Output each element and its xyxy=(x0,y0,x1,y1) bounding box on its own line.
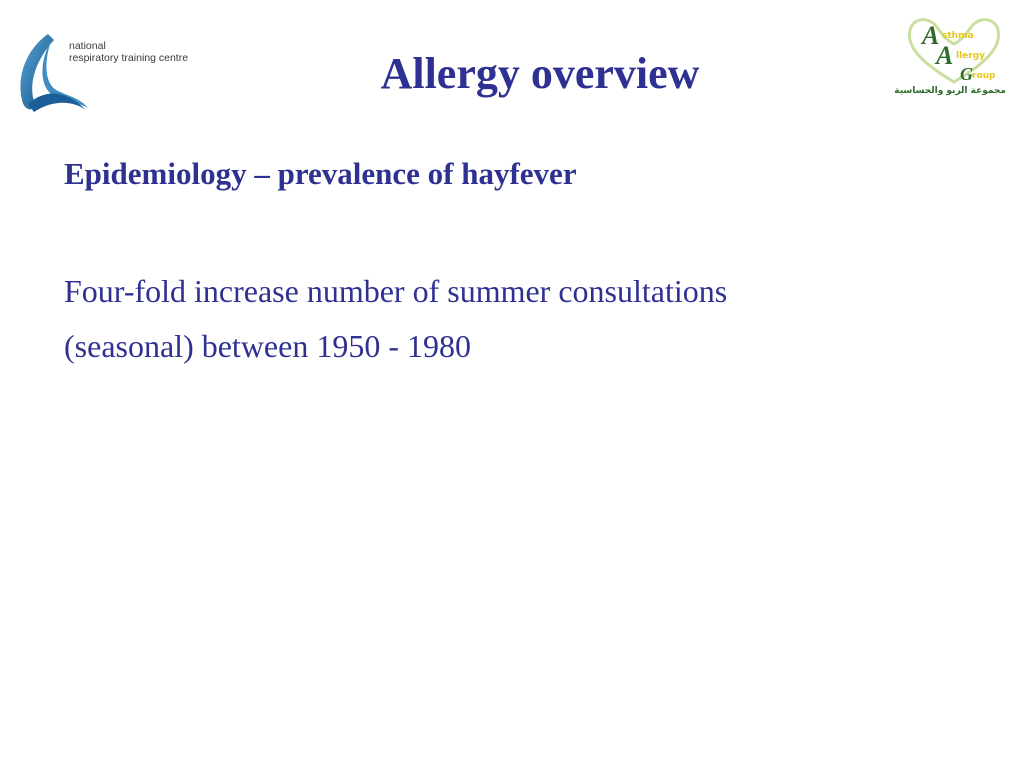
body-line: (seasonal) between 1950 - 1980 xyxy=(64,328,471,364)
body-line: Four-fold increase number of summer consultations xyxy=(64,273,728,309)
slide-title: Allergy overview xyxy=(380,49,700,98)
aag-word-roup: roup xyxy=(972,71,996,81)
aag-logo-mark xyxy=(904,14,1004,86)
aag-letter-a1: A xyxy=(922,21,940,50)
aag-logo xyxy=(894,14,1006,106)
section-heading: Epidemiology – prevalence of hayfever xyxy=(64,156,577,191)
nrtc-line2: respiratory training centre xyxy=(69,52,189,64)
aag-arabic-name: مجموعة الربو والحساسية xyxy=(894,86,1006,96)
aag-letter-a2: A xyxy=(936,41,954,70)
nrtc-line1: national xyxy=(69,40,106,52)
aag-word-llergy: llergy xyxy=(956,51,986,61)
aag-word-sthma: sthma xyxy=(942,31,974,41)
aag-letter-g: G xyxy=(960,64,973,84)
body-paragraph xyxy=(64,264,964,374)
